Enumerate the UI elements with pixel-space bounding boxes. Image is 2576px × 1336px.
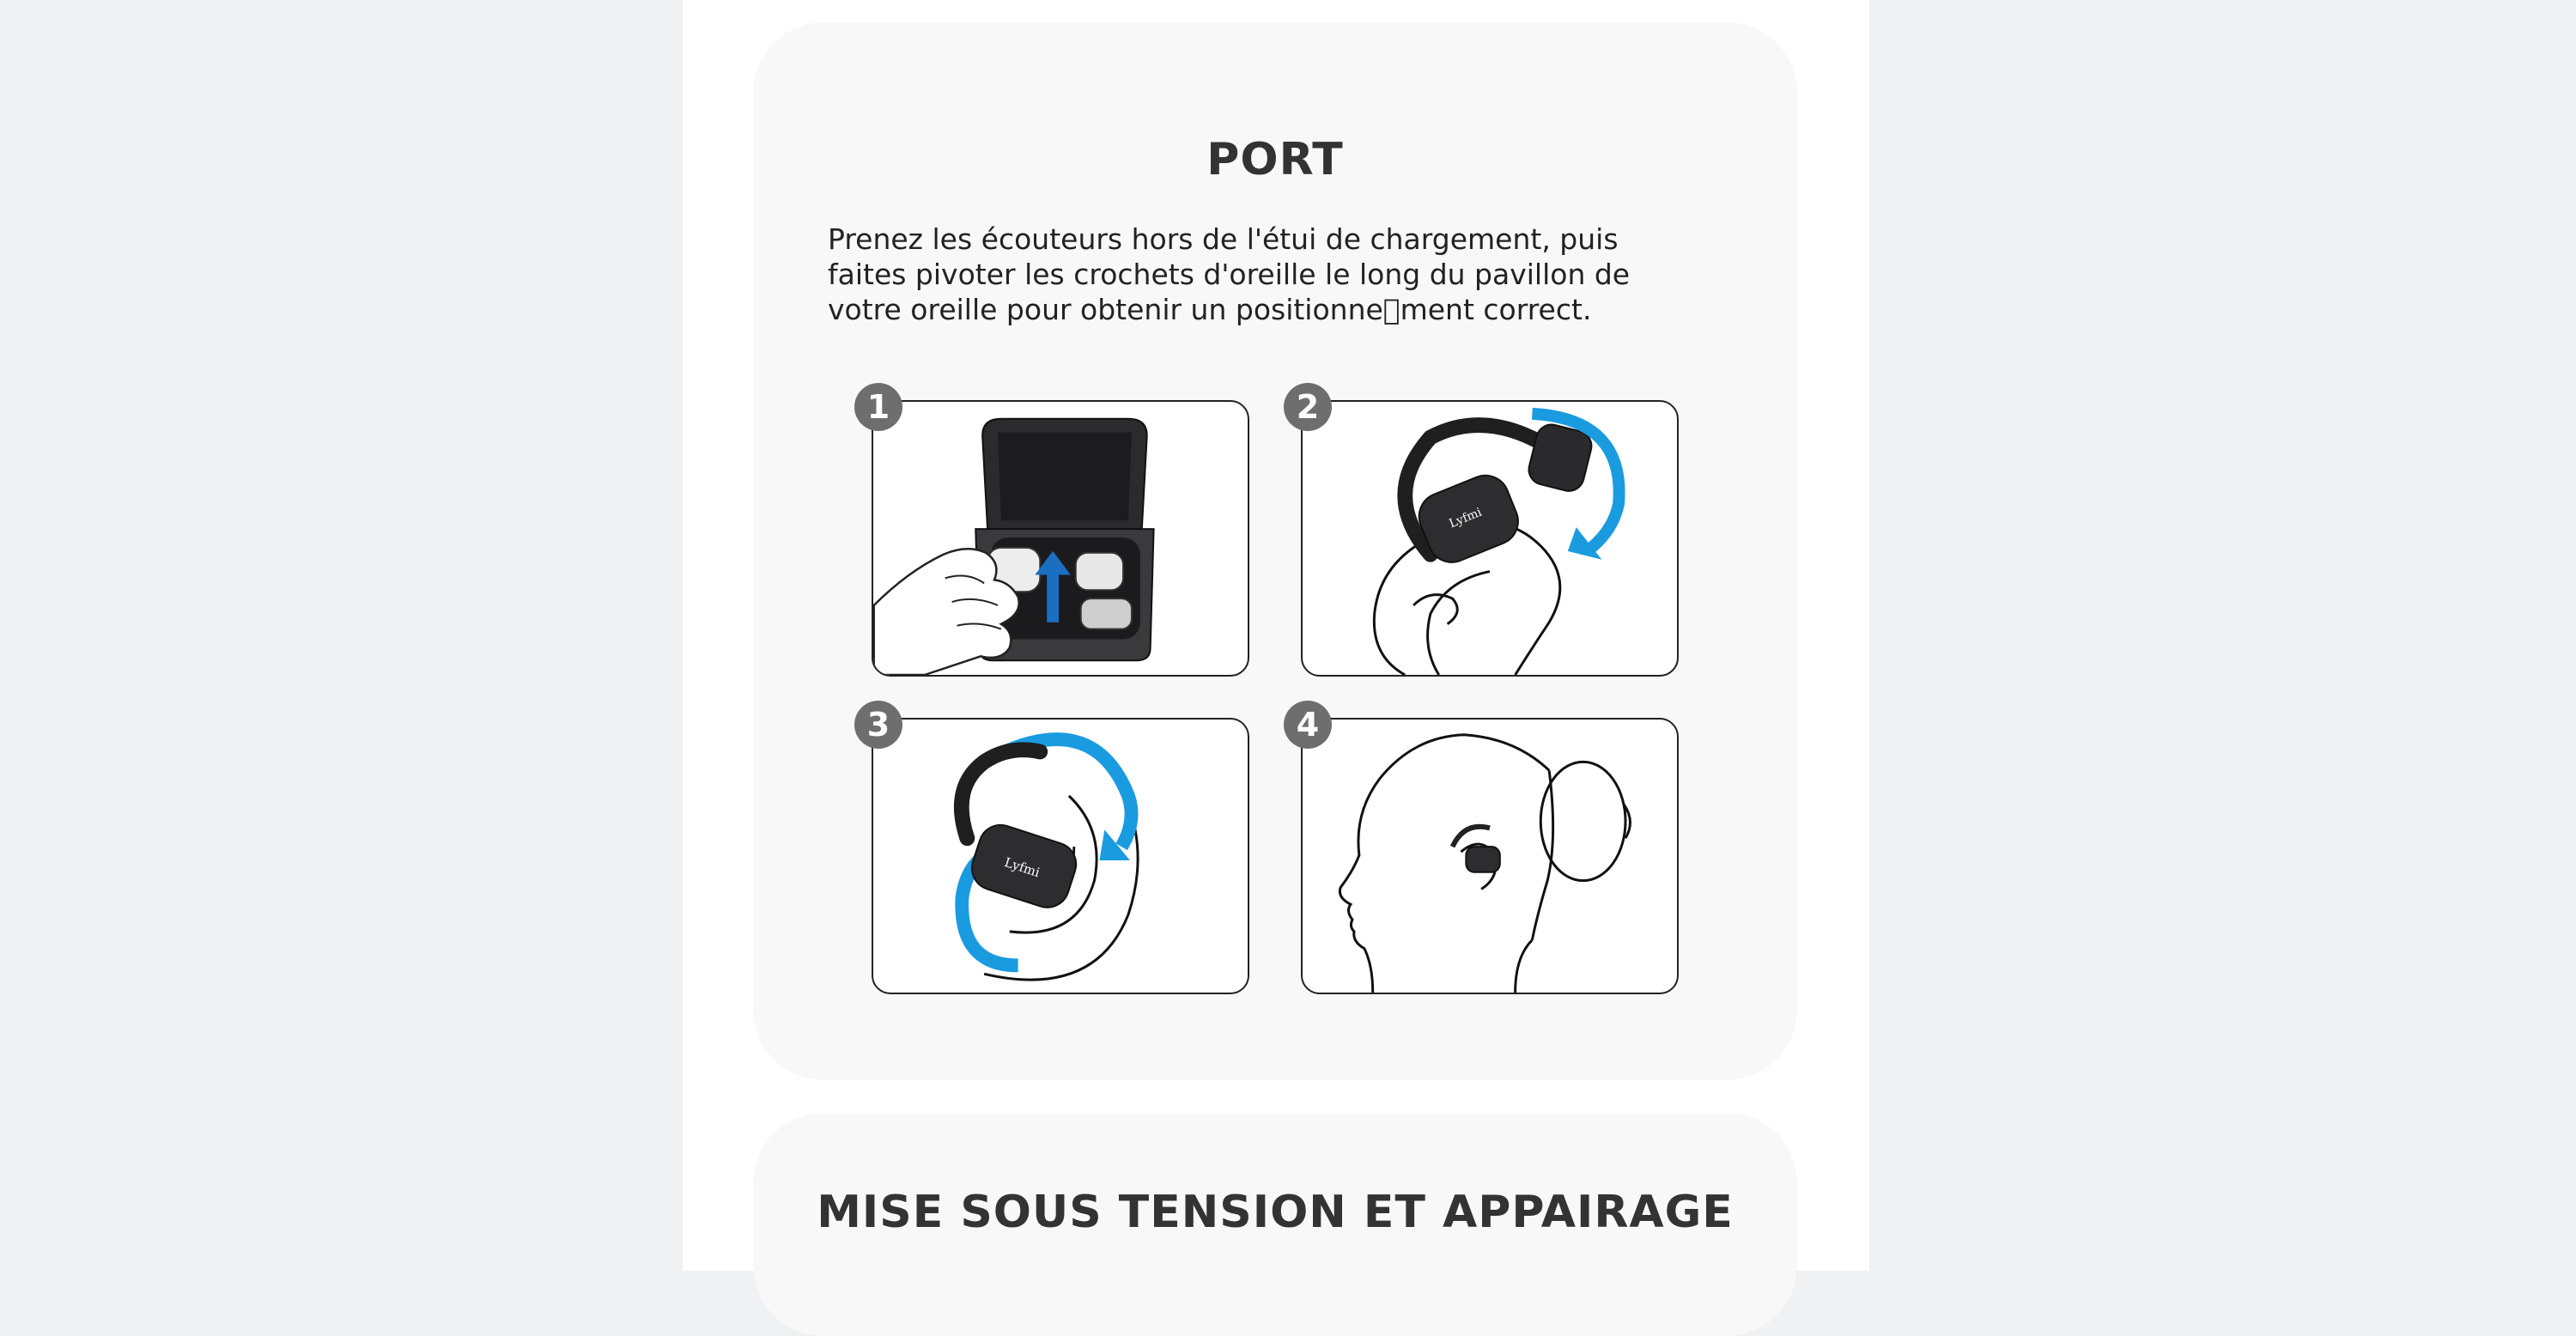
- earhook-rotate-illustration: [873, 720, 1248, 993]
- earbud-case-illustration: [873, 402, 1248, 675]
- step-3-brand-mark: Lyfmi: [1002, 855, 1042, 881]
- page-column: [683, 0, 1869, 1271]
- step-3-badge: 3: [854, 701, 902, 749]
- port-card: [753, 22, 1797, 1080]
- step-1-panel: [872, 400, 1249, 677]
- pairing-title: MISE SOUS TENSION ET APPAIRAGE: [817, 1187, 1734, 1238]
- step-2-brand-mark: Lyfmi: [1447, 505, 1484, 531]
- pairing-card: [753, 1113, 1797, 1336]
- step-1-badge: 1: [854, 383, 902, 431]
- port-title: PORT: [1206, 134, 1344, 185]
- step-4-badge: 4: [1284, 701, 1332, 749]
- step-2-panel: [1301, 400, 1679, 677]
- earhook-over-ear-illustration: [1303, 402, 1677, 675]
- step-2-badge: 2: [1284, 383, 1332, 431]
- step-3-panel: [872, 718, 1249, 994]
- step-4-panel: [1301, 718, 1679, 994]
- port-description: Prenez les écouteurs hors de l'étui de chargement, puis faites pivoter les crochets d'oreille le long du pavillon de votre oreille pour obtenir un positionne ment correct.: [828, 222, 1631, 326]
- profile-wearing-illustration: [1303, 720, 1677, 993]
